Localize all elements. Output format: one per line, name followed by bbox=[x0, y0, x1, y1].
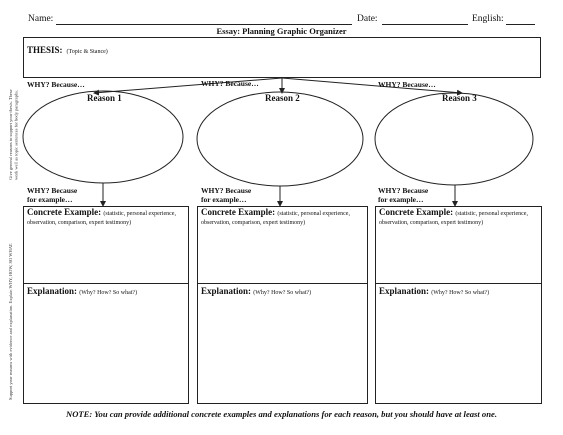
concrete-example-box-1[interactable] bbox=[23, 206, 189, 284]
explanation-hint-2: (Why? How? So what?) bbox=[253, 290, 312, 296]
explanation-box-3[interactable] bbox=[375, 283, 542, 404]
concrete-example-box-2[interactable] bbox=[197, 206, 368, 284]
concrete-label-2: Concrete Example: bbox=[201, 207, 276, 217]
why-example-3-line2: for example… bbox=[378, 195, 424, 204]
date-label: Date: bbox=[357, 14, 378, 24]
why-example-3 bbox=[378, 186, 428, 204]
thesis-hint: (Topic & Stance) bbox=[66, 49, 108, 55]
side-note-bottom: Support your reasons with evidence and explanation. Explain WHY, HOW, SO WHAT. bbox=[8, 242, 13, 400]
why-because-2: WHY? Because… bbox=[201, 79, 259, 88]
why-example-1-line1: WHY? Because bbox=[27, 186, 78, 195]
explanation-box-1[interactable] bbox=[23, 283, 189, 404]
why-example-2-line2: for example… bbox=[201, 195, 247, 204]
reason3-label: Reason 3 bbox=[442, 93, 477, 103]
side-note-top: Give general reasons to support your thesis. These work well as topic sentences for body paragraphs. bbox=[8, 89, 19, 180]
concrete-label-3: Concrete Example: bbox=[379, 207, 454, 217]
why-because-1: WHY? Because… bbox=[27, 80, 85, 89]
reason3-ellipse bbox=[375, 93, 533, 185]
explanation-box-2[interactable] bbox=[197, 283, 368, 404]
concrete-label-1: Concrete Example: bbox=[27, 207, 102, 217]
why-example-2-line1: WHY? Because bbox=[201, 186, 252, 195]
name-label: Name: bbox=[28, 14, 54, 24]
explanation-label-3: Explanation: bbox=[379, 286, 430, 296]
why-because-3: WHY? Because… bbox=[378, 80, 436, 89]
reason1-label: Reason 1 bbox=[87, 93, 122, 103]
thesis-label: THESIS: bbox=[27, 45, 63, 55]
explanation-hint-3: (Why? How? So what?) bbox=[431, 290, 490, 296]
why-example-3-line1: WHY? Because bbox=[378, 186, 429, 195]
explanation-hint-1: (Why? How? So what?) bbox=[79, 290, 138, 296]
page-title: Essay: Planning Graphic Organizer bbox=[216, 26, 347, 36]
concrete-example-box-3[interactable] bbox=[375, 206, 542, 284]
reason2-label: Reason 2 bbox=[265, 93, 300, 103]
concrete-hint-3: (statistic, personal experience, observation, comparison, expert testimony) bbox=[379, 211, 528, 226]
reason2-ellipse bbox=[197, 92, 363, 186]
explanation-label-1: Explanation: bbox=[27, 286, 78, 296]
english-label: English: bbox=[472, 14, 504, 24]
concrete-hint-1: (statistic, personal experience, observation, comparison, expert testimony) bbox=[27, 211, 176, 226]
why-example-1-line2: for example… bbox=[27, 195, 73, 204]
why-example-2 bbox=[201, 186, 251, 204]
reason1-ellipse bbox=[23, 91, 183, 183]
explanation-label-2: Explanation: bbox=[201, 286, 252, 296]
footer-note: NOTE: You can provide additional concrete examples and explanations for each reason, but you should have at least one. bbox=[66, 409, 497, 419]
concrete-hint-2: (statistic, personal experience, observation, comparison, expert testimony) bbox=[201, 211, 350, 226]
why-example-1 bbox=[27, 186, 77, 204]
